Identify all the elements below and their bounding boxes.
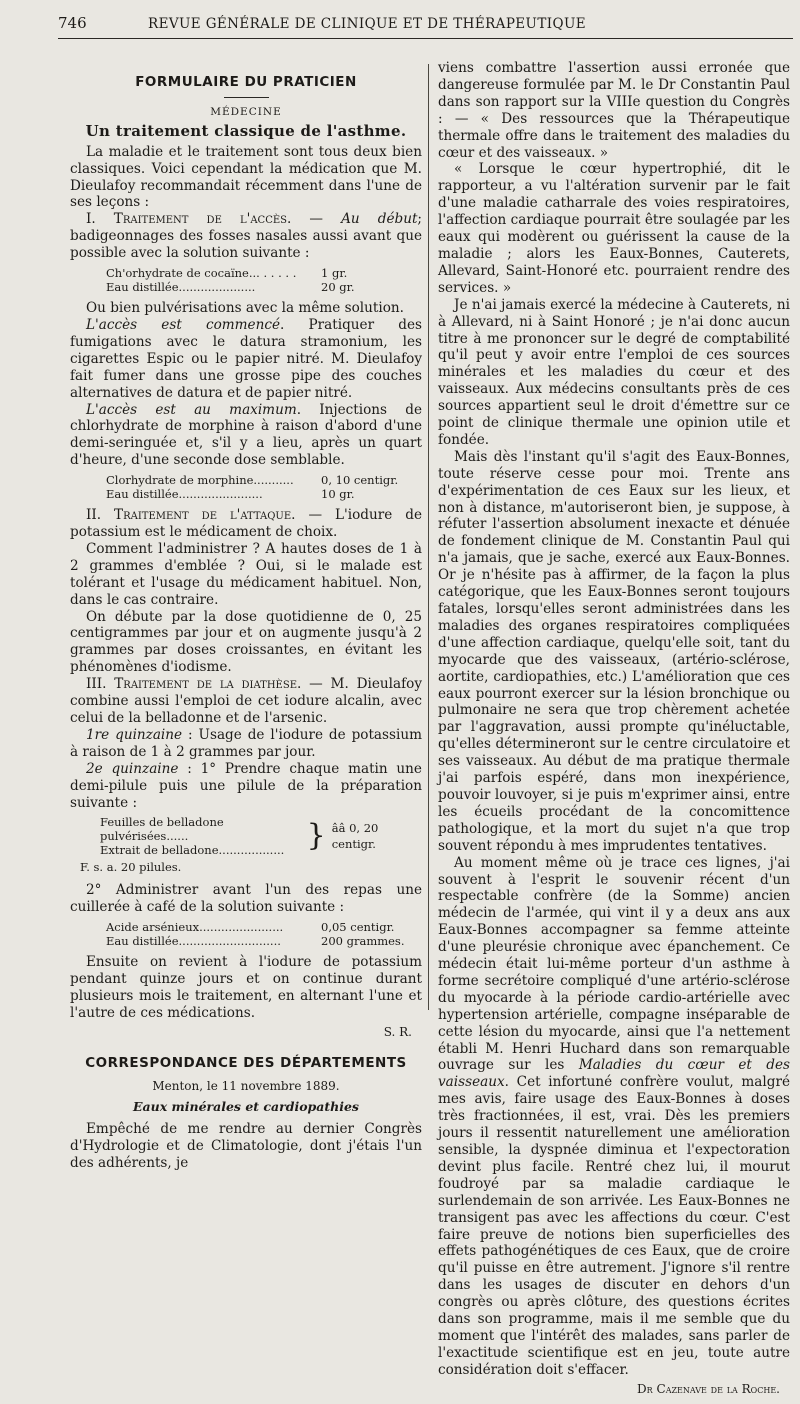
prescription-3-dose: ââ 0, 20 centigr.: [331, 820, 379, 852]
correspondance-title: CORRESPONDANCE DES DÉPARTEMENTS: [85, 1054, 407, 1071]
prescription-4: [106, 920, 422, 948]
section-title: FORMULAIRE DU PRATICIEN: [135, 74, 357, 90]
right-paragraph-1: viens combattre l'assertion aussi erronée que dangereuse formulée par M. le Dr Constantin Paul dans son rapport sur la VIIIe question du Congrès : — « Des ressources que la Thérapeutique thermale offre dans le traitement des maladies du cœur et des vaisseaux. »: [438, 60, 790, 161]
prescription-row: Clorhydrate de morphine........... 0, 10 centigr.: [106, 473, 399, 488]
treatment-1-label: I. Traitement de l'accès.: [86, 211, 292, 228]
treatment-2-paragraph: II. Traitement de l'attaque. — L'iodure de potassium est le médicament de choix.: [70, 507, 422, 541]
pulverisation-paragraph: Ou bien pulvérisations avec la même solution.: [86, 300, 404, 317]
treatment-3-paragraph: III. Traitement de la diathèse. — M. Dieulafoy combine aussi l'emploi de cet iodure alcalin, avec celui de la belladonne et de l'arsenic.: [70, 676, 422, 726]
ensuite-paragraph: Ensuite on revient à l'iodure de potassium pendant quinze jours et on continue durant plusieurs mois le traitement, en alternant l'une et l'autre de ces médications.: [70, 954, 422, 1021]
treatment-1-italic: Au début: [341, 211, 418, 228]
author-signature: Dr Cazenave de la Roche.: [637, 1381, 780, 1396]
right-paragraph-5: Au moment même où je trace ces lignes, j'ai souvent à l'esprit le souvenir récent d'un respectable confrère (de la Somme) ancien médecin de l'armée, qui vint il y a deux ans aux Eaux-Bonnes accompagner sa femme atteinte d'une pleurésie chronique avec épanchement. Ce médecin était lui-même porteur d'un asthme à forme secrétoire compliqué d'une artério-sclérose du myocarde à la période cardio-artérielle avec hypertension artérielle, compagne inséparable de cette lésion du myocarde, ainsi que l'a nettement établi M. Henri Huchard dans son remarquable ouvrage sur les Maladies du cœur et des vaisseaux. Cet infortuné confrère voulut, malgré mes avis, faire usage des Eaux-Bonnes à doses très fractionnées, il est, vrai. Dès les premiers jours il ressentit naturellement une amélioration sensible, la dyspnée diminua et l'expectoration devint plus facile. Rentré chez lui, il mourut foudroyé par sa maladie cardiaque le surlendemain de son arrivée. Les Eaux-Bonnes ne transigent pas avec les affections du cœur. C'est faire preuve de notions bien superficielles des effets pathogénétiques de ces Eaux, que de croire qu'il puisse en être autrement. J'ignore s'il rentre dans les usages de discuter en dehors d'un congrès ou après clôture, des questions écrites dans son programme, mais il me semble que du moment que l'intérêt des malades, sans parler de l'exactitude scientifique est en jeu, toute autre considération doit s'effacer.: [438, 854, 791, 1378]
intro-paragraph: La maladie et le traitement sont tous deux bien classiques. Voici cependant la médication que M. Dieulafoy recommandait récemment dans l'une de ses leçons :: [70, 143, 422, 211]
right-column: [438, 60, 790, 1404]
prescription-3-names: Feuilles de belladone pulvérisées...... Extrait de belladone..................: [100, 815, 285, 858]
prescription-row: Eau distillée............................ 200 grammes.: [106, 934, 405, 949]
article-title: Un traitement classique de l'asthme.: [85, 121, 407, 140]
article-signature: S. R.: [383, 1024, 412, 1039]
empeche-paragraph: Empêché de me rendre au dernier Congrès d'Hydrologie et de Climatologie, dont j'étais l'un des adhérents, je: [70, 1121, 422, 1172]
prescription-1: [106, 266, 422, 294]
running-header: [58, 14, 793, 39]
quinzaine-2-paragraph: 2e quinzaine : 1° Prendre chaque matin une demi-pilule puis une pilule de la préparation suivante :: [70, 760, 422, 811]
running-title: REVUE GÉNÉRALE DE CLINIQUE ET DE THÉRAPEUTIQUE: [148, 16, 586, 32]
dateline: Menton, le 11 novembre 1889.: [152, 1078, 340, 1093]
page-number: 746: [58, 14, 87, 32]
column-divider: [428, 64, 429, 1010]
comment-paragraph: Comment l'administrer ? A hautes doses de 1 à 2 grammes d'emblée ? Oui, si le malade est tolérant et l'usage du médicament habituel. Non, dans le cas contraire.: [70, 540, 422, 608]
right-paragraph-4: Mais dès l'instant qu'il s'agit des Eaux-Bonnes, toute réserve cesse pour moi. Trente ans d'expérimentation de ces Eaux sur les lieux, et non à distance, m'autoriseront bien, je suppose, à réfuter l'assertion absolument inexacte et dénuée de fondement clinique de M. Constantin Paul qui n'a jamais, que je sache, exercé aux Eaux-Bonnes. Or je n'hésite pas à affirmer, de la façon la plus catégorique, que les Eaux-Bonnes seront toujours fatales, lorsqu'elles seront administrées dans les maladies des organes respiratoires compliquées d'une affection cardiaque, quelqu'elle soit, tant du myocarde que des vaisseaux, (artério-sclérose, aortite, cardiopathies, etc.) L'amélioration que ces eaux pourront exercer sur la lésion bronchique ou pulmonaire ne sera que trop chèrement achetée par l'aggravation, aussi prompte qu'inéluctable, qu'elles détermineront sur le centre circulatoire et ses vaisseaux. Au début de ma pratique thermale j'ai parfois espéré, dans mon inexpérience, pouvoir louvoyer, si je puis m'exprimer ainsi, entre les écueils procédant de la concomittence pathologique, et la mort du sujet n'a que trop souvent répondu à mes imprudentes tentatives.: [438, 448, 790, 854]
prescription-3: [100, 815, 422, 857]
section-rule: [224, 97, 269, 98]
prescription-2: [106, 473, 422, 501]
acces-commence-paragraph: L'accès est commencé. Pratiquer des fumigations avec le datura stramonium, les cigarettes Espic ou le papier nitré. M. Dieulafoy fait fumer dans une grosse pipe des couches alternatives de datura et de papier nitré.: [70, 316, 422, 401]
left-column: [70, 60, 422, 1172]
pill-formula: F. s. a. 20 pilules.: [80, 860, 182, 875]
treatment-1-paragraph: I. Traitement de l'accès. — Au début; badigeonnages des fosses nasales aussi avant que possible avec la solution suivante :: [70, 211, 423, 262]
arsenic-paragraph: 2° Administrer avant l'un des repas une cuillerée à café de la solution suivante :: [70, 882, 422, 916]
treatment-1-text: ; badigeonnages des fosses nasales aussi avant que possible avec la solution suivante :: [70, 211, 423, 262]
correspondance-subtitle: Eaux minérales et cardiopathies: [133, 1098, 359, 1114]
prescription-row: Acide arsénieux....................... 0,05 centigr.: [106, 920, 395, 935]
right-paragraph-2: « Lorsque le cœur hypertrophié, dit le rapporteur, a vu l'altération survenir par le fait d'une maladie catharrale des voies respiratoires, l'affection cardiaque pourrait être soulagée par les eaux qui modèrent ou guérissent la cause de la maladie ; alors les Eaux-Bonnes, Cauterets, Allevard, Saint-Honoré etc. pourraient rendre des services. »: [438, 161, 790, 296]
dosage-paragraph: On débute par la dose quotidienne de 0, 25 centigrammes par jour et on augmente jusqu'à 2 grammes par doses croissantes, en évitant les phénomènes d'iodisme.: [70, 608, 422, 676]
prescription-row: Eau distillée..................... 20 gr.: [106, 280, 355, 295]
acces-maximum-paragraph: L'accès est au maximum. Injections de chlorhydrate de morphine à raison d'abord d'une demi-seringuée et, s'il y a lieu, après un quart d'heure, d'une seconde dose semblable.: [70, 401, 423, 469]
right-paragraph-3: Je n'ai jamais exercé la médecine à Cauterets, ni à Allevard, ni à Saint Honoré ; je n'ai donc aucun titre à me prononcer sur le degré de comptabilité qu'il peut y avoir entre l'emploi de ces sources minérales et les maladies du cœur et des vaisseaux. Aux médecins consultants près de ces sources appartient seul le droit d'émettre sur ce point de clinique thermale une opinion utile et fondée.: [438, 296, 790, 448]
prescription-row: Eau distillée....................... 10 gr.: [106, 487, 355, 502]
prescription-row: Ch'orhydrate de cocaïne... . . . . . 1 gr.: [106, 266, 348, 281]
subsection-label: MÉDECINE: [210, 105, 282, 118]
quinzaine-1-paragraph: 1re quinzaine : Usage de l'iodure de potassium à raison de 1 à 2 grammes par jour.: [70, 726, 422, 760]
brace-glyph: }: [306, 818, 326, 854]
